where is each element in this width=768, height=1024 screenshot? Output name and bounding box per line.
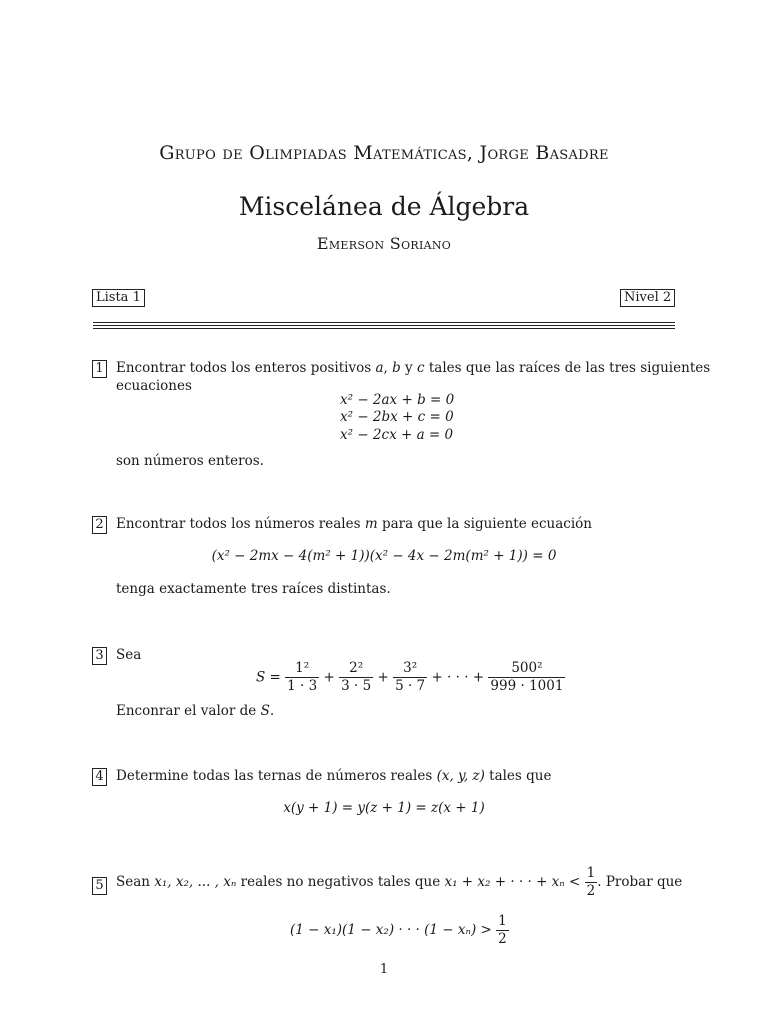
problem-1-vars: a bbox=[375, 360, 384, 376]
sum-term-1-num: 1² bbox=[285, 660, 319, 678]
problem-5-half-den: 2 bbox=[586, 882, 596, 899]
problem-5-condition: x₁ + x₂ + · · · + xₙ < bbox=[444, 874, 581, 890]
sum-term-2 bbox=[339, 660, 373, 695]
author-name: Emerson Soriano bbox=[316, 234, 452, 253]
problem-4-triple: (x, y, z) bbox=[436, 768, 485, 784]
problem-1-intro-text-1: Encontrar todos los enteros positivos bbox=[116, 360, 372, 376]
sum-term-1 bbox=[285, 660, 319, 695]
group-name: Grupo de Olimpiadas Matemáticas, Jorge Basadre bbox=[159, 142, 609, 164]
problem-3-outro: Enconrar el valor de S. bbox=[116, 703, 275, 719]
problem-3-intro: Sea bbox=[116, 647, 142, 663]
problem-number-2: 2 bbox=[92, 516, 107, 534]
problem-2-intro-text-1: Encontrar todos los números reales bbox=[116, 516, 361, 532]
problem-5-vars: x₁, x₂, ... , xₙ bbox=[154, 874, 237, 890]
problem-3-sum: S = $\frac{\text{1²}}{1 \cdot 3}$ + $\frac{\text{2²}}{3 \cdot 5}$ + $\frac{\text{3²}}{5 \cdot 7}$ + · · · + $\frac{\text{500²}}{999 \cdot 1001}$ bbox=[256, 660, 564, 694]
page-number: 1 bbox=[379, 962, 389, 977]
problem-4-intro-text-2: tales que bbox=[489, 768, 552, 784]
sum-term-1-den: 1 · 3 bbox=[287, 678, 318, 694]
level-label: Nivel 2 bbox=[620, 289, 675, 307]
problem-2-outro: tenga exactamente tres raíces distintas. bbox=[116, 581, 391, 597]
sum-term-last-den: 999 · 1001 bbox=[490, 678, 564, 694]
problem-2-equation: (x² − 2mx − 4(m² + 1))(x² − 4x − 2m(m² + 1)) = 0 bbox=[211, 548, 557, 564]
problem-5-result-half-num: 1 bbox=[498, 912, 507, 929]
problem-5-intro-text-3: . Probar que bbox=[597, 874, 683, 890]
problem-5-intro-text-2: reales no negativos tales que bbox=[240, 874, 441, 890]
problem-1-intro-3: ecuaciones bbox=[116, 378, 192, 394]
problem-2-var: m bbox=[364, 516, 378, 532]
sum-lhs: S = bbox=[256, 669, 281, 686]
problem-5-result bbox=[290, 910, 509, 950]
problem-2-intro bbox=[116, 515, 592, 533]
problem-2-intro-text-2: para que la siguiente ecuación bbox=[381, 516, 592, 532]
sum-term-2-num: 2² bbox=[339, 660, 373, 678]
problem-number-4: 4 bbox=[92, 768, 107, 786]
problem-1-intro: Encontrar todos los enteros positivos a, b y c tales que las raíces de las tres siguientes bbox=[116, 360, 711, 376]
sum-term-2-den: 3 · 5 bbox=[341, 678, 372, 694]
problem-1-equation-2: x² − 2bx + c = 0 bbox=[340, 409, 454, 425]
problem-3-outro-text: Enconrar el valor de bbox=[116, 703, 257, 719]
sum-term-3 bbox=[393, 660, 427, 695]
sum-ellipsis: + · · · + bbox=[431, 669, 485, 686]
problem-1-intro-text-2: tales que las raíces de las tres siguientes bbox=[428, 360, 711, 376]
problem-number-3: 3 bbox=[92, 647, 107, 665]
problem-5-result-half bbox=[496, 913, 509, 948]
sum-term-last bbox=[488, 660, 565, 695]
sum-term-last-num: 500² bbox=[488, 660, 565, 678]
problem-5-intro bbox=[116, 862, 682, 902]
problem-1-outro: son números enteros. bbox=[116, 453, 264, 469]
header-rule-middle bbox=[93, 325, 675, 326]
sum-term-3-num: 3² bbox=[393, 660, 427, 678]
problem-5-result-expr: (1 − x₁)(1 − x₂) · · · (1 − xₙ) > bbox=[290, 922, 492, 938]
sum-term-3-den: 5 · 7 bbox=[395, 678, 426, 694]
problem-4-equation: x(y + 1) = y(z + 1) = z(x + 1) bbox=[283, 800, 485, 816]
problem-1-equation-1: x² − 2ax + b = 0 bbox=[340, 392, 455, 408]
document-title: Miscelánea de Álgebra bbox=[238, 192, 530, 221]
problem-1-equation-3: x² − 2cx + a = 0 bbox=[340, 427, 454, 443]
problem-5-half-num: 1 bbox=[586, 864, 596, 881]
problem-4-intro bbox=[116, 767, 551, 785]
problem-number-5: 5 bbox=[92, 877, 107, 895]
problem-5-intro-text-1: Sean bbox=[116, 874, 150, 890]
problem-3-outro-var: S bbox=[260, 703, 270, 719]
problem-5-half bbox=[585, 865, 598, 900]
header-rule-bottom bbox=[93, 328, 675, 329]
list-label: Lista 1 bbox=[92, 289, 145, 307]
problem-5-result-half-den: 2 bbox=[498, 930, 507, 947]
header-rule-top bbox=[93, 322, 675, 323]
problem-number-1: 1 bbox=[92, 360, 107, 378]
problem-4-intro-text: Determine todas las ternas de números reales bbox=[116, 768, 433, 784]
